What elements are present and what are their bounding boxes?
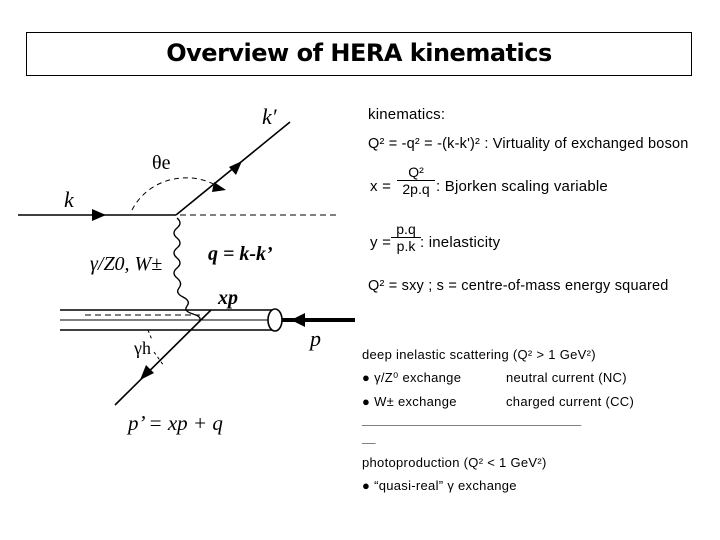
y-description: : inelasticity bbox=[420, 234, 501, 251]
hadronic-final-state-arrow bbox=[140, 365, 154, 380]
p-label: p bbox=[310, 326, 321, 351]
x-denominator: 2p.q bbox=[402, 181, 430, 197]
x-prefix: x = bbox=[370, 178, 392, 195]
dis-heading: deep inelastic scattering (Q² > 1 GeV²) bbox=[362, 347, 596, 362]
boson-wavy-line bbox=[174, 218, 200, 322]
photoproduction-heading: photoproduction (Q² < 1 GeV²) bbox=[362, 455, 547, 470]
y-prefix: y = bbox=[370, 234, 392, 251]
q-equation-label: q = k-k’ bbox=[208, 243, 273, 265]
theta-e-text: θe bbox=[152, 152, 171, 174]
incoming-electron-arrow bbox=[92, 209, 106, 221]
theta-e-arc bbox=[132, 178, 220, 210]
quasi-real-exchange: ● “quasi-real” γ exchange bbox=[362, 478, 517, 493]
page-title: Overview of HERA kinematics bbox=[166, 39, 552, 67]
separator-line: ___________________________________ bbox=[362, 412, 581, 427]
q2-definition: Q² = -q² = -(k-k')² : Virtuality of exchanged boson bbox=[368, 136, 689, 152]
x-description: : Bjorken scaling variable bbox=[436, 178, 608, 195]
theta-e-arc-arrow bbox=[212, 182, 226, 192]
p-prime-label: p’ = xp + q bbox=[128, 411, 223, 435]
k-prime-label: k′ bbox=[262, 104, 277, 129]
scattered-electron-arrow bbox=[229, 161, 242, 175]
theta-e-label bbox=[152, 152, 170, 175]
x-fraction bbox=[397, 164, 435, 197]
cc-label: charged current (CC) bbox=[506, 394, 635, 409]
cc-exchange: ● W± exchange bbox=[362, 394, 457, 409]
x-numerator: Q² bbox=[397, 164, 435, 181]
y-fraction bbox=[391, 221, 421, 254]
y-denominator: p.k bbox=[396, 238, 416, 254]
separator-line-2: __ bbox=[362, 430, 375, 445]
y-numerator: p.q bbox=[391, 221, 421, 238]
kinematics-header: kinematics: bbox=[368, 106, 446, 123]
gamma-h-label: γh bbox=[134, 338, 151, 358]
nc-label: neutral current (NC) bbox=[506, 370, 627, 385]
k-label: k bbox=[64, 187, 74, 212]
incoming-proton-arrow bbox=[291, 313, 305, 327]
hadronic-final-state-line bbox=[115, 310, 211, 405]
boson-label: γ/Z0, W± bbox=[90, 253, 163, 275]
s-definition: Q² = sxy ; s = centre-of-mass energy squared bbox=[368, 278, 669, 294]
nc-exchange: ● γ/Z⁰ exchange bbox=[362, 370, 462, 385]
proton-tube-end bbox=[268, 309, 282, 331]
xp-label: xp bbox=[218, 287, 238, 309]
